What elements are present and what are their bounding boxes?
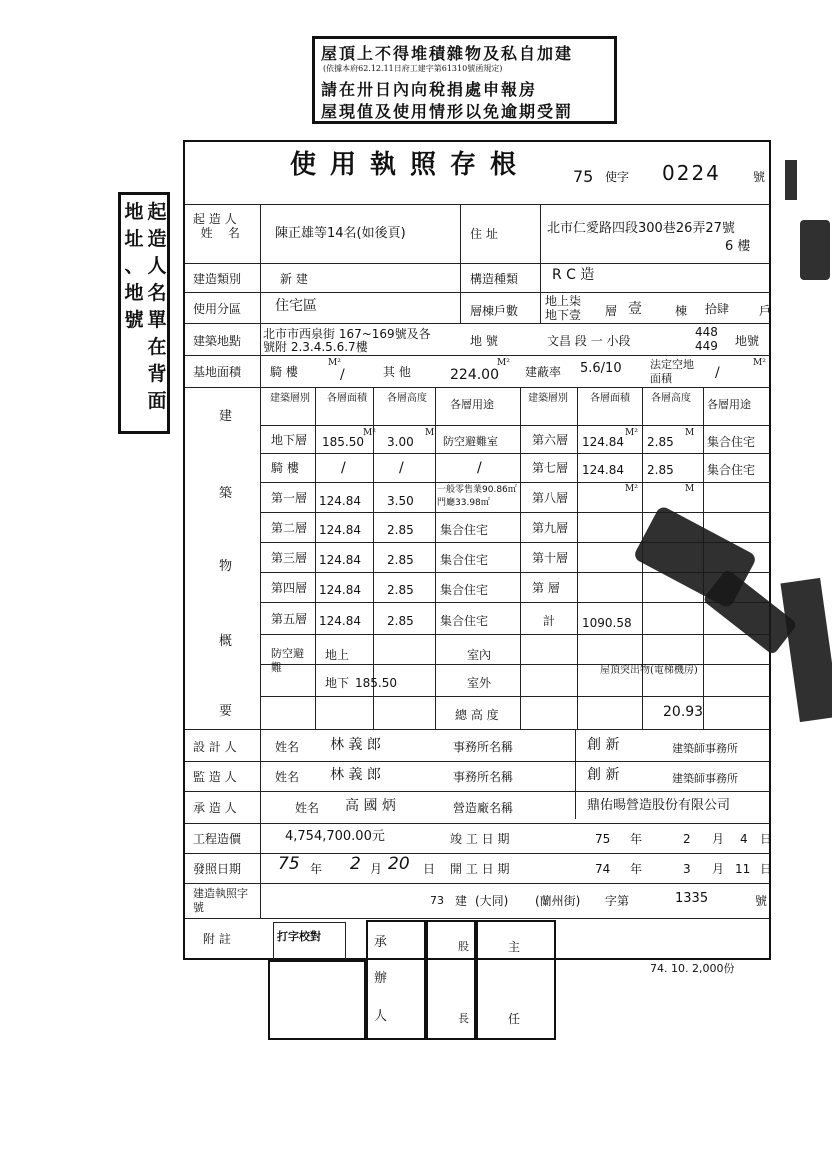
floors-label: 層棟戶數: [470, 304, 519, 318]
header-floor-left: 建築層別: [270, 393, 310, 404]
doc-suffix: 號: [753, 170, 766, 184]
permit-form: [183, 140, 771, 960]
lot-section: 文昌 段 一 小段: [547, 334, 631, 348]
side-stamp-col-1: 起 造 人 名 單 在 背 面: [147, 201, 167, 412]
above-label: 地上: [325, 648, 350, 662]
approval-box-typist: [268, 960, 366, 1040]
form-title: 使用執照存根: [290, 150, 531, 180]
issue-year-unit: 年: [310, 862, 323, 876]
doc-number: 0224: [662, 161, 721, 185]
right-area-6: 1090.58: [582, 616, 632, 630]
approval-box-director: [476, 920, 556, 1040]
bldg-unit: 棟: [675, 304, 688, 318]
chief-label-1: 股: [458, 940, 469, 953]
complete-day-unit: 日: [760, 832, 773, 846]
right-use-0: 集合住宅: [707, 435, 756, 449]
approval-box-chief: [426, 920, 476, 1040]
left-area-3: 124.84: [319, 523, 361, 537]
left-use-0: 防空避難室: [443, 435, 498, 448]
left-area-6: 124.84: [319, 614, 361, 628]
header-height-left: 各層高度: [387, 393, 427, 404]
left-floor-0: 地下層: [271, 433, 308, 447]
unit-mark: M: [425, 428, 435, 438]
arcade-label: 騎 樓: [270, 365, 298, 379]
structure-label: 構造種類: [470, 272, 519, 286]
director-label-1: 主: [508, 940, 521, 954]
lot-no-2: 449: [695, 339, 718, 353]
supervisor-office-label: 事務所名稱: [453, 770, 514, 784]
arcade-value-slash: /: [340, 367, 345, 383]
start-day-unit: 日: [760, 862, 773, 876]
section-label-4: 概: [219, 634, 233, 649]
other-value: 224.00: [450, 367, 499, 383]
side-stamp-col-2: 地 址 、 地 號: [124, 201, 144, 331]
supervisor-name-label: 姓名: [275, 770, 300, 784]
header-floor-right: 建築層別: [528, 393, 568, 404]
height-value: 20.93: [663, 704, 704, 720]
issue-month: 2: [350, 854, 361, 874]
left-height-5: 2.85: [387, 583, 414, 597]
unit-mark: M²: [625, 428, 638, 438]
supervisor-office: 創 新: [587, 767, 620, 783]
floors-unit: 層: [605, 304, 618, 318]
side-stamp: [118, 192, 170, 434]
supervisor-label: 監 造 人: [193, 770, 237, 784]
notice-line-1: 屋頂上不得堆積雜物及私自加建: [321, 44, 574, 63]
right-height-0: 2.85: [647, 435, 674, 449]
chief-label-2: 長: [458, 1012, 469, 1025]
below-label: 地下: [325, 676, 350, 690]
edge-mark: [780, 578, 832, 722]
household-unit: 戶: [759, 304, 772, 318]
unit-mark: M: [685, 428, 695, 438]
office-value: 創 新: [587, 737, 620, 753]
header-use-right: 各層用途: [707, 398, 751, 411]
permit-street: (蘭州街): [535, 894, 581, 908]
permit-suffix: 號: [755, 894, 768, 908]
site-label: 建築地點: [193, 334, 242, 348]
permit-district: (大同): [475, 894, 509, 908]
owner-label: 起 造 人 姓 名: [193, 212, 240, 240]
other-unit: M²: [497, 358, 510, 368]
other-label: 其 他: [383, 365, 411, 379]
right-area-1: 124.84: [582, 463, 624, 477]
section-label-2: 築: [219, 486, 233, 501]
complete-year: 75: [595, 832, 611, 846]
complete-month: 2: [683, 832, 691, 846]
left-area-0: 185.50: [322, 435, 364, 449]
height-label: 總 高 度: [455, 708, 499, 722]
supervisor-name: 林 義 郎: [330, 767, 381, 783]
left-use-4: 集合住宅: [440, 553, 489, 567]
address-label: 住 址: [470, 227, 498, 241]
permit-year: 73: [430, 894, 444, 907]
left-height-6: 2.85: [387, 614, 414, 628]
edge-mark: [785, 160, 797, 200]
left-area-2: 124.84: [319, 494, 361, 508]
owner-value: 陳正雄等14名(如後頁): [275, 226, 406, 241]
permit-word: 字第: [605, 894, 630, 908]
right-floor-2: 第八層: [532, 491, 569, 505]
handler-label-1: 承: [374, 935, 388, 950]
designer-name-label: 姓名: [275, 740, 300, 754]
header-use-left: 各層用途: [450, 398, 494, 411]
director-label-2: 任: [508, 1012, 521, 1026]
seal-stamp-blot-2: [702, 569, 798, 656]
issue-day: 20: [388, 854, 410, 874]
left-area-1: /: [341, 460, 346, 476]
coverage-value: 5.6/10: [580, 361, 622, 376]
right-height-1: 2.85: [647, 463, 674, 477]
handler-label-2: 辦: [374, 971, 388, 986]
typist-label: 打字校對: [277, 930, 321, 943]
right-area-0: 124.84: [582, 435, 624, 449]
left-area-5: 124.84: [319, 583, 361, 597]
right-use-1: 集合住宅: [707, 463, 756, 477]
left-floor-1: 騎 樓: [271, 461, 299, 475]
left-use-6: 集合住宅: [440, 614, 489, 628]
start-month: 3: [683, 862, 691, 876]
right-floor-0: 第六層: [532, 433, 569, 447]
lot-label: 地 號: [470, 334, 498, 348]
site-value-2: 號附 2.3.4.5.6.7樓: [263, 340, 368, 354]
left-floor-4: 第三層: [271, 551, 308, 565]
left-floor-6: 第五層: [271, 612, 308, 626]
header-area-right: 各層面積: [590, 393, 630, 404]
left-floor-3: 第二層: [271, 521, 308, 535]
left-area-4: 124.84: [319, 553, 361, 567]
office-label: 事務所名稱: [453, 740, 514, 754]
section-label-5: 要: [219, 704, 233, 719]
handler-label-3: 人: [374, 1009, 388, 1024]
parking-label: 防空避難: [271, 647, 304, 674]
right-floor-5: 第 層: [532, 581, 560, 595]
permit-label: 建造執照字號: [193, 887, 248, 914]
contractor-name-label: 姓名: [295, 801, 320, 815]
build-type-label: 建造類別: [193, 272, 242, 286]
floors-below: 地下壹: [545, 308, 582, 322]
left-height-2: 3.50: [387, 494, 414, 508]
doc-year: 75: [573, 167, 594, 186]
left-floor-2: 第一層: [271, 491, 308, 505]
structure-value: R C 造: [552, 267, 595, 283]
address-value-2: 6 樓: [725, 239, 751, 254]
right-floor-4: 第十層: [532, 551, 569, 565]
left-use-5: 集合住宅: [440, 583, 489, 597]
unit-mark: M²: [363, 428, 376, 438]
right-floor-6: 計: [543, 614, 556, 628]
supervisor-suffix: 建築師事務所: [672, 772, 738, 785]
note-label: 附 註: [203, 932, 231, 946]
address-value: 北市仁愛路四段300巷26弄27號: [547, 221, 735, 236]
start-day: 11: [735, 862, 751, 876]
open-space-unit: M²: [753, 358, 766, 368]
land-area-label: 基地面積: [193, 365, 242, 379]
left-height-3: 2.85: [387, 523, 414, 537]
issue-day-unit: 日: [423, 862, 436, 876]
complete-label: 竣 工 日 期: [450, 832, 510, 846]
lot-no-1: 448: [695, 325, 718, 339]
issue-month-unit: 月: [370, 862, 383, 876]
start-year: 74: [595, 862, 611, 876]
arcade-unit: M²: [328, 358, 341, 368]
designer-label: 設 計 人: [193, 740, 237, 754]
coverage-label: 建蔽率: [525, 365, 562, 379]
start-month-unit: 月: [712, 862, 725, 876]
left-floor-5: 第四層: [271, 581, 308, 595]
start-year-unit: 年: [630, 862, 643, 876]
zone-value: 住宅區: [275, 298, 317, 314]
left-use-3: 集合住宅: [440, 523, 489, 537]
open-space-slash: /: [715, 365, 720, 381]
outdoor-label: 室外: [467, 676, 492, 690]
indoor-label: 室內: [467, 648, 492, 662]
issue-label: 發照日期: [193, 862, 242, 876]
print-info: 74. 10. 2,000份: [650, 962, 735, 975]
approval-box-handler: [366, 920, 426, 1040]
cost-label: 工程造價: [193, 832, 242, 846]
section-label-1: 建: [219, 409, 233, 424]
right-floor-3: 第九層: [532, 521, 569, 535]
complete-month-unit: 月: [712, 832, 725, 846]
contractor-label: 承 造 人: [193, 801, 237, 815]
unit-mark: M²: [625, 484, 638, 494]
doc-type: 使字: [605, 170, 630, 184]
left-height-4: 2.85: [387, 553, 414, 567]
household-count: 拾肆: [705, 302, 730, 316]
bldg-count: 壹: [628, 301, 642, 317]
left-use-2: 一般零售業90.86㎡ 門廳33.98㎡: [437, 485, 517, 508]
cost-value: 4,754,700.00元: [285, 829, 385, 844]
notice-line-4: 屋現值及使用情形以免逾期受罰: [321, 102, 574, 121]
complete-day: 4: [740, 832, 748, 846]
issue-year: 75: [278, 854, 300, 874]
permit-number: 1335: [675, 891, 709, 906]
left-use-1: /: [477, 460, 482, 476]
designer-name: 林 義 郎: [330, 737, 381, 753]
open-space-label: 法定空地面積: [650, 358, 694, 385]
contractor-name: 高 國 炳: [345, 798, 396, 814]
notice-line-3: 請在卅日內向稅捐處申報房: [321, 80, 538, 99]
lot-suffix: 地號: [735, 334, 760, 348]
edge-mark: [800, 220, 830, 280]
roof-note: 屋頂突出物(電梯機房): [600, 665, 698, 676]
build-type-value: 新 建: [280, 272, 308, 286]
complete-year-unit: 年: [630, 832, 643, 846]
left-height-1: /: [399, 460, 404, 476]
notice-stamp: [312, 36, 617, 124]
zone-label: 使用分區: [193, 302, 242, 316]
header-area-left: 各層面積: [327, 393, 367, 404]
unit-mark: M: [685, 484, 695, 494]
header-height-right: 各層高度: [651, 393, 691, 404]
start-label: 開 工 日 期: [450, 862, 510, 876]
floors-above: 地上柒: [545, 294, 582, 308]
below-value: 185.50: [355, 676, 397, 690]
permit-type: 建: [455, 894, 468, 908]
right-floor-1: 第七層: [532, 461, 569, 475]
left-height-0: 3.00: [387, 435, 414, 449]
site-value: 北市市西泉街 167~169號及各: [263, 327, 431, 341]
notice-line-2: (依據本府62.12.11日府工建字第61310號函規定): [323, 64, 503, 73]
section-label-3: 物: [219, 559, 233, 574]
company-value: 鼎佑暘營造股份有限公司: [587, 798, 731, 813]
office-suffix: 建築師事務所: [672, 742, 738, 755]
company-label: 營造廠名稱: [453, 801, 514, 815]
